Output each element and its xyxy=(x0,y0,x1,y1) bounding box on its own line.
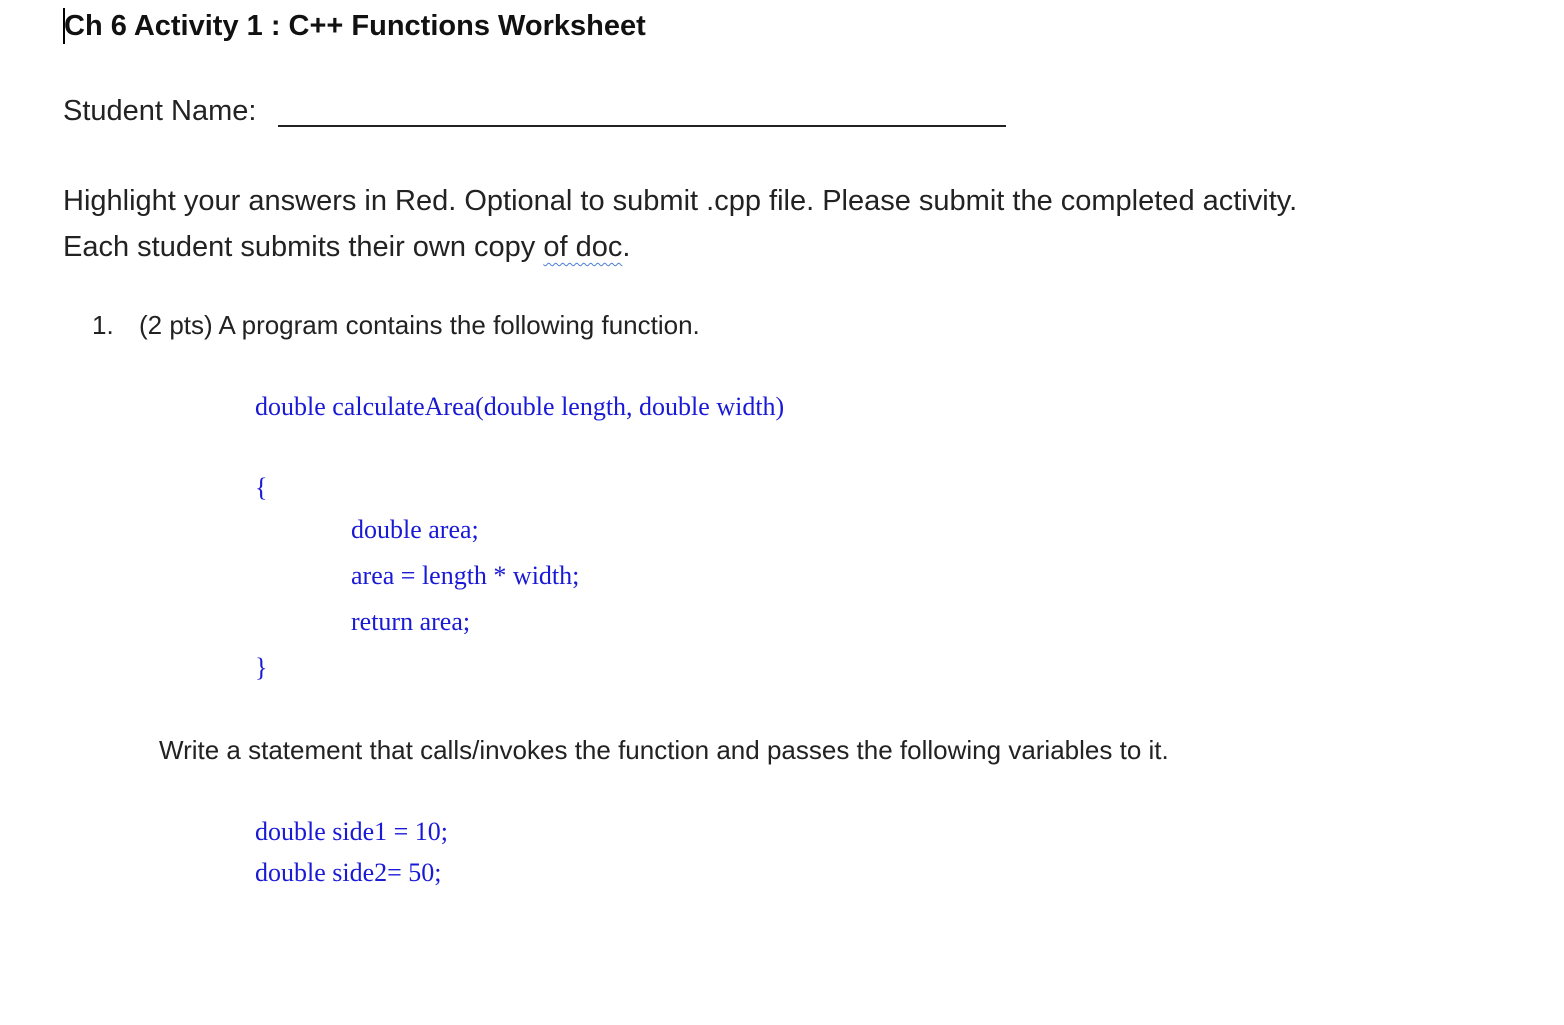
code-line: area = length * width; xyxy=(351,561,580,590)
code-close-brace: } xyxy=(255,653,268,682)
page-title: Ch 6 Activity 1 : C++ Functions Worksheet xyxy=(64,10,646,42)
question-text: (2 pts) A program contains the following function. xyxy=(139,310,700,340)
code-variable-line: double side1 = 10; xyxy=(255,817,449,846)
code-open-brace: { xyxy=(255,473,268,502)
code-function-signature: double calculateArea(double length, double width) xyxy=(255,392,785,421)
question-number: 1. xyxy=(92,310,114,340)
instructions-paragraph xyxy=(63,178,1363,270)
student-name-blank[interactable] xyxy=(278,125,1006,127)
spellcheck-flagged-text[interactable]: of doc xyxy=(543,231,623,263)
student-name-label: Student Name: xyxy=(63,95,257,127)
question-prompt: Write a statement that calls/invokes the function and passes the following variables to it. xyxy=(159,735,1169,765)
code-variable-line: double side2= 50; xyxy=(255,858,442,887)
code-line: double area; xyxy=(351,515,479,544)
instructions-end: . xyxy=(622,231,631,263)
instructions-text: Highlight your answers in Red. Optional to submit .cpp file. Please submit the completed activity. Each student submits their own copy xyxy=(63,185,1298,263)
code-line: return area; xyxy=(351,607,471,636)
